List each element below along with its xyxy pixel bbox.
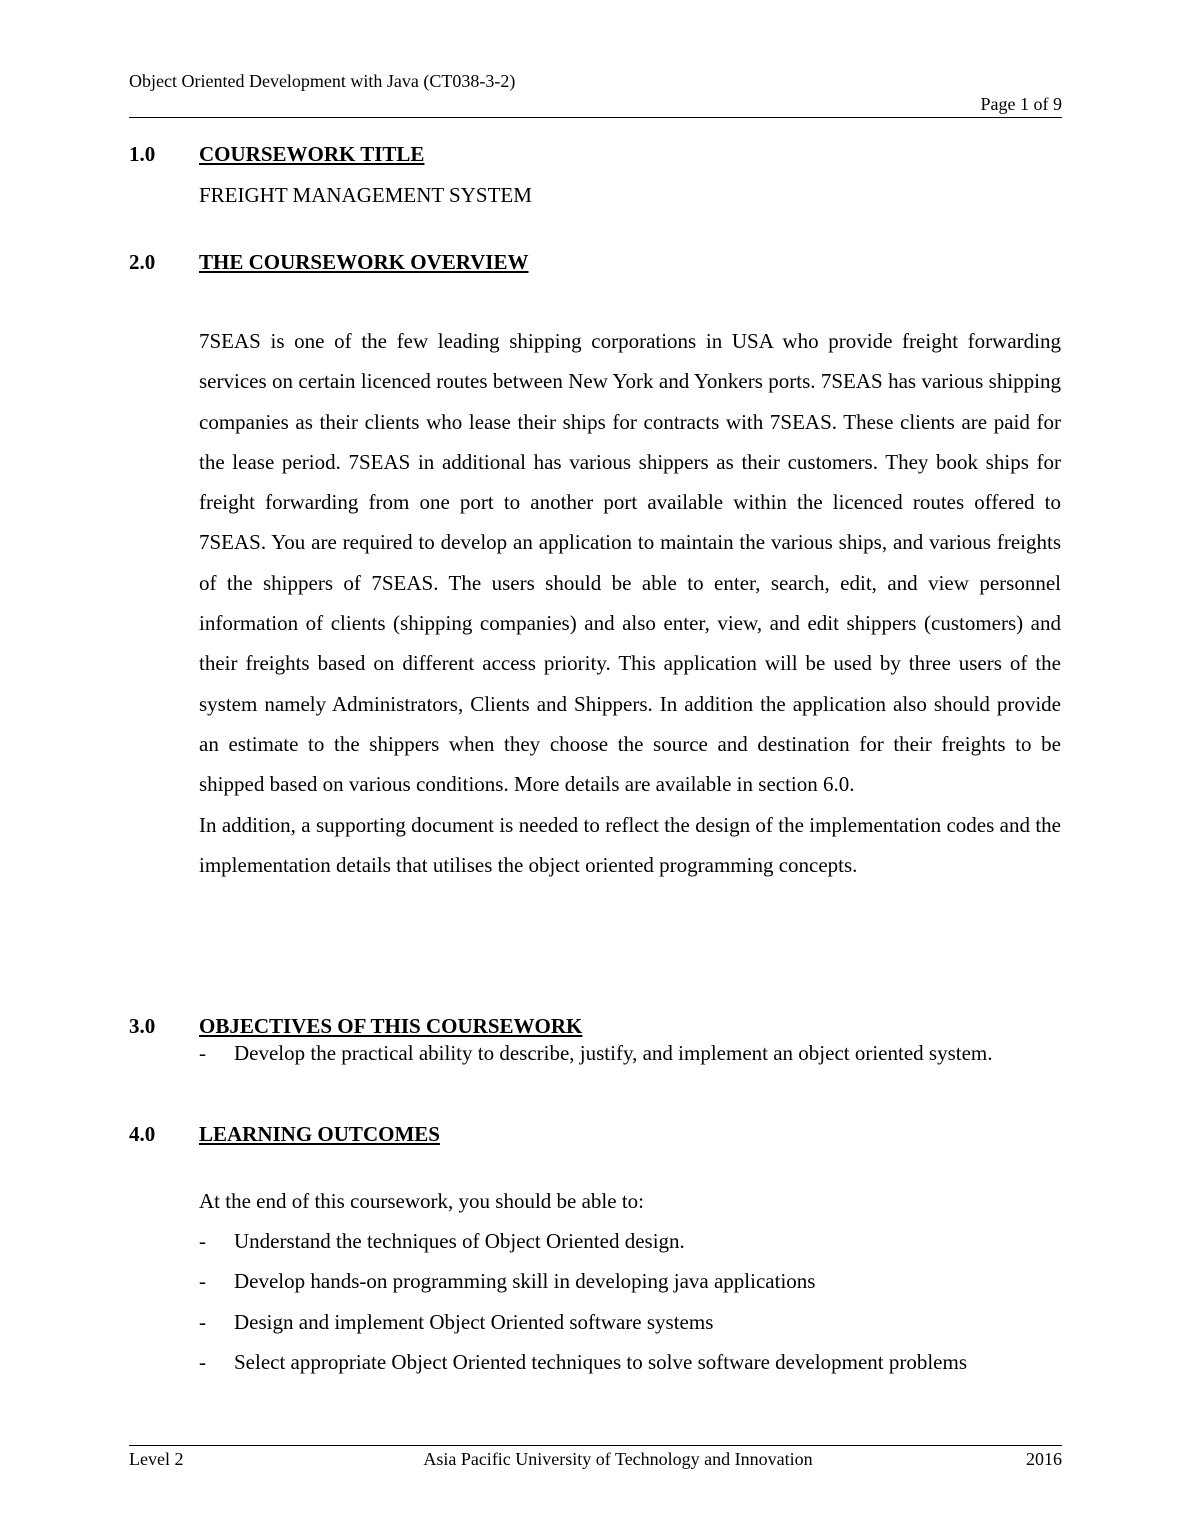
list-item [199, 1033, 1061, 1073]
footer-rule [129, 1445, 1062, 1446]
section-1-number: 1.0 [129, 142, 156, 166]
header-course-title: Object Oriented Development with Java (CT038-3-2) [129, 71, 516, 91]
learning-outcomes-list [199, 1221, 1061, 1382]
bullet-dash: - [199, 1269, 206, 1294]
bullet-dash: - [199, 1309, 206, 1334]
objectives-list [199, 1033, 1061, 1073]
section-2-number: 2.0 [129, 250, 156, 274]
list-item [199, 1261, 1061, 1301]
header-rule [129, 117, 1062, 118]
learning-outcomes-intro: At the end of this coursework, you should be able to: [199, 1189, 644, 1213]
footer-level: Level 2 [129, 1449, 184, 1469]
list-item [199, 1342, 1061, 1382]
outcome-text: Develop hands-on programming skill in developing java applications [234, 1269, 816, 1294]
bullet-dash: - [199, 1229, 206, 1253]
footer-year: 2016 [1026, 1449, 1062, 1469]
section-4-title: LEARNING OUTCOMES [199, 1122, 440, 1146]
objective-text: Develop the practical ability to describe, justify, and implement an object oriented system. [234, 1041, 993, 1065]
list-item [199, 1302, 1061, 1342]
coursework-title-text: FREIGHT MANAGEMENT SYSTEM [199, 183, 532, 207]
outcome-text: Select appropriate Object Oriented techniques to solve software development problems [234, 1349, 968, 1374]
footer-university: Asia Pacific University of Technology and Innovation [423, 1449, 813, 1469]
section-3-title: OBJECTIVES OF THIS COURSEWORK [199, 1014, 583, 1038]
outcome-text: Understand the techniques of Object Oriented design. [234, 1229, 685, 1253]
header-page-number: Page 1 of 9 [980, 94, 1062, 114]
bullet-dash: - [199, 1349, 206, 1374]
section-1-title: COURSEWORK TITLE [199, 142, 425, 166]
overview-paragraph-1: 7SEAS is one of the few leading shipping corporations in USA who provide freight forwarding services on certain licenced routes between New York and Yonkers ports. 7SEAS has various shipping companies as their clients who lease their ships for contracts with 7SEAS. These clients are paid for the lease period. 7SEAS in additional has various shippers as their customers. They book ships for freight forwarding from one port to another port available within the licenced routes offered to 7SEAS. You are required to develop an application to maintain the various ships, and various freights of the shippers of 7SEAS. The users should be able to enter, search, edit, and view personnel information of clients (shipping companies) and also enter, view, and edit shippers (customers) and their freights based on different access priority. This application will be used by three users of the system namely Administrators, Clients and Shippers. In addition the application also should provide an estimate to the shippers when they choose the source and destination for their freights to be shipped based on various conditions. More details are available in section 6.0. [199, 329, 1061, 797]
section-3-number: 3.0 [129, 1014, 156, 1038]
outcome-text: Design and implement Object Oriented software systems [234, 1309, 714, 1334]
list-item [199, 1221, 1061, 1261]
overview-paragraph-2: In addition, a supporting document is needed to reflect the design of the implementation codes and the implementation details that utilises the object oriented programming concepts. [199, 812, 1061, 877]
section-4-number: 4.0 [129, 1122, 156, 1146]
section-2-title: THE COURSEWORK OVERVIEW [199, 250, 529, 274]
bullet-dash: - [199, 1041, 206, 1065]
overview-body [199, 321, 1061, 885]
